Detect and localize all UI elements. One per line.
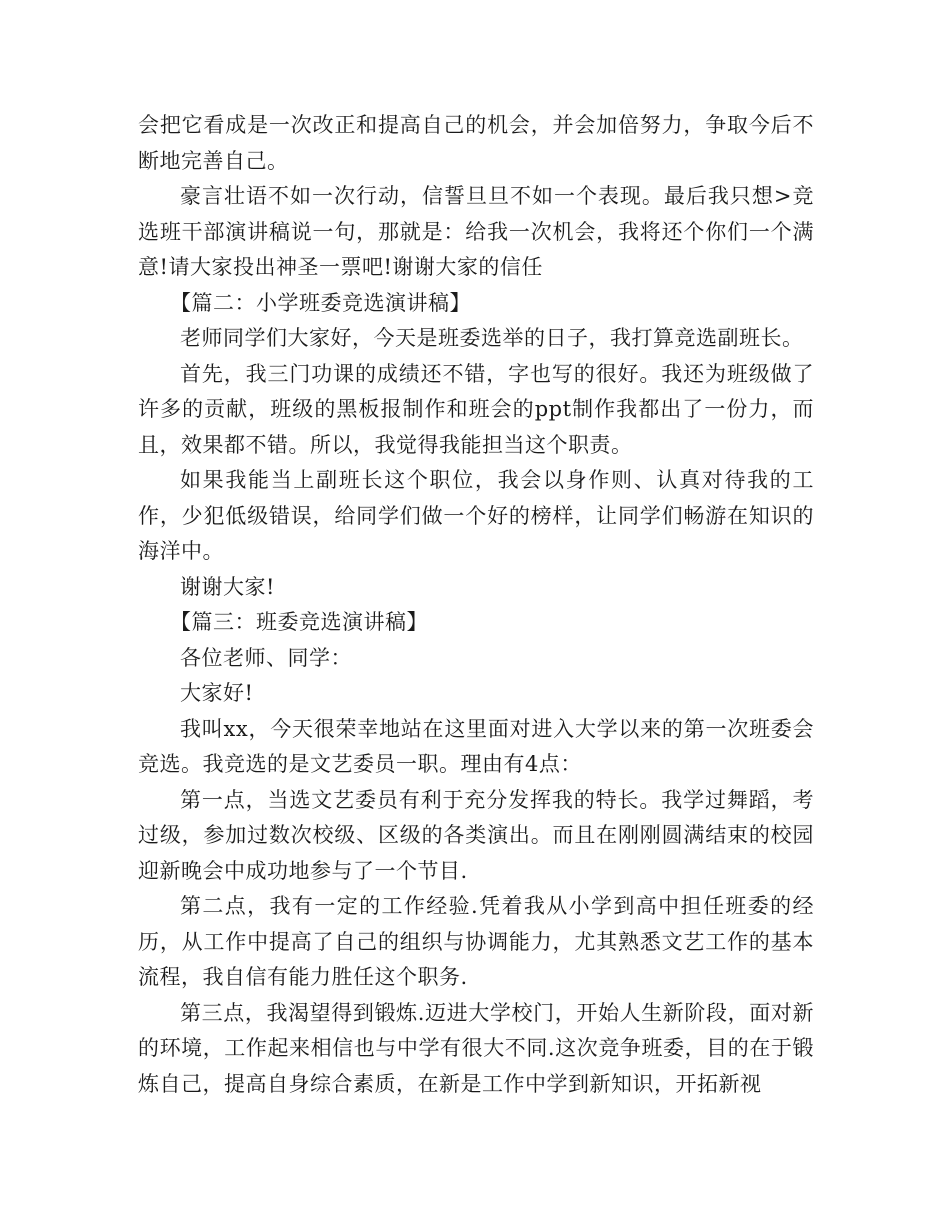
paragraph: 谢谢大家! [180, 574, 275, 599]
document-body [138, 108, 814, 1102]
paragraph: 如果我能当上副班长这个职位，我会以身作则、认真对待我的工作，少犯低级错误，给同学们做一个好的榜样，让同学们畅游在知识的海洋中。 [138, 468, 814, 563]
section-heading: 【篇二：小学班委竞选演讲稿】 [170, 290, 471, 315]
paragraph: 首先，我三门功课的成绩还不错，字也写的很好。我还为班级做了许多的贡献，班级的黑板报制作和班会的ppt制作我都出了一份力，而且，效果都不错。所以，我觉得我能担当这个职责。 [138, 361, 814, 457]
paragraph: 第一点，当选文艺委员有利于充分发挥我的特长。我学过舞蹈，考过级，参加过数次校级、区级的各类演出。而且在刚刚圆满结束的校园迎新晚会中成功地参与了一个节目. [138, 787, 814, 883]
paragraph: 老师同学们大家好，今天是班委选举的日子，我打算竞选副班长。 [180, 326, 804, 350]
paragraph-continuation: 会把它看成是一次改正和提高自己的机会，并会加倍努力，争取今后不断地完善自己。 [138, 113, 814, 173]
section-heading: 【篇三：班委竞选演讲稿】 [170, 610, 428, 634]
paragraph: 各位老师、同学： [180, 645, 352, 670]
paragraph: 我叫xx，今天很荣幸地站在这里面对进入大学以来的第一次班委会竞选。我竞选的是文艺委员一职。理由有4点： [138, 716, 814, 776]
paragraph: 第三点，我渴望得到锻炼.迈进大学校门，开始人生新阶段，面对新的环境，工作起来相信也与中学有很大不同.这次竞争班委，目的在于锻炼自己，提高自身综合素质，在新是工作中学到新知识，开拓新视 [138, 1000, 814, 1096]
paragraph: 豪言壮语不如一次行动，信誓旦旦不如一个表现。最后我只想>竞选班干部演讲稿说一句，那就是：给我一次机会，我将还个你们一个满意!请大家投出神圣一票吧!谢谢大家的信任 [138, 184, 814, 279]
paragraph: 第二点，我有一定的工作经验.凭着我从小学到高中担任班委的经历，从工作中提高了自己的组织与协调能力，尤其熟悉文艺工作的基本流程，我自信有能力胜任这个职务. [138, 894, 814, 989]
paragraph: 大家好! [180, 681, 254, 705]
